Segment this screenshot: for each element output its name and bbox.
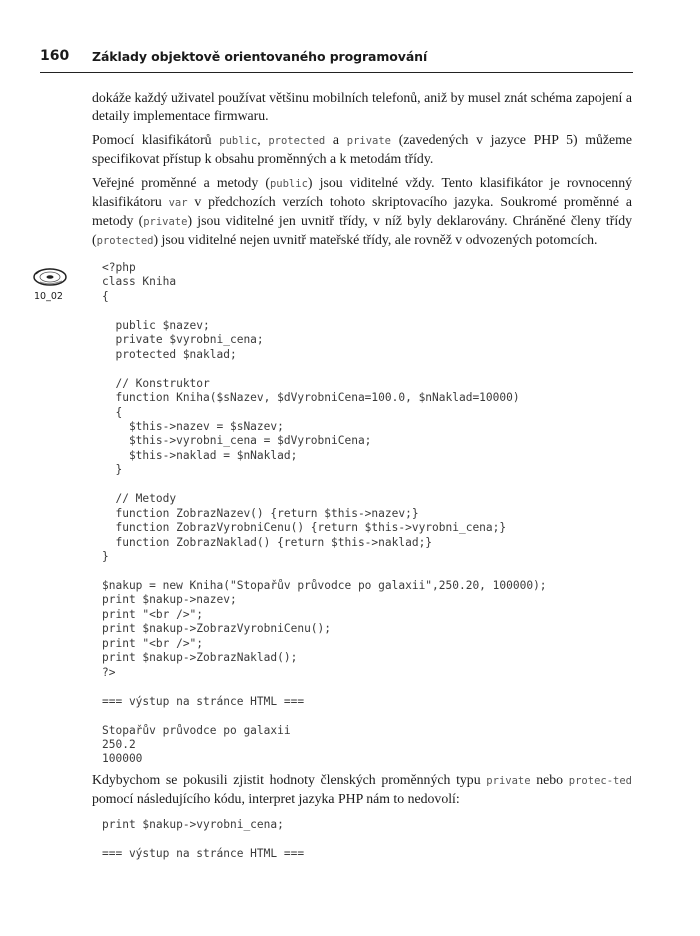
paragraph: Pomocí klasifikátorů public, protected a private (zavedených v jazyce PHP 5) můžeme specifikovat přístup k obsahu proměnných a k metodám třídy. xyxy=(92,132,632,166)
page-number: 160 xyxy=(40,48,70,64)
code-listing: <?php class Kniha { public $nazev; private $vyrobni_cena; protected $naklad; // Konstruktor function Kniha($sNazev, $dVyrobniCena=100.0, $nNaklad=10000) { $this->nazev = $sNazev; $this->vyrobni_cena = $dVyrobniCena; $this->naklad = $nNaklad; } // Metody function ZobrazNazev() {return $this->nazev;} function ZobrazVyrobniCenu() {return $this->vyrobni_cena;} function ZobrazNaklad() {return $this->naklad;} } $nakup = new Kniha("Stopařův průvodce po galaxii",250.20, 100000); print $nakup->nazev; print "<br />"; print $nakup->ZobrazVyrobniCenu(); print "<br />"; print $nakup->ZobrazNaklad(); ?> === výstup na stránce HTML === Stopařův průvodce po galaxii 250.2 100000 xyxy=(102,261,547,766)
page-header xyxy=(40,48,633,73)
page-content xyxy=(92,89,632,861)
listing-label: 10_02 xyxy=(34,291,63,302)
cd-disc-icon xyxy=(32,264,68,290)
paragraph: Kdybychom se pokusili zjistit hodnoty členských proměnných typu private nebo protec-ted pomocí následujícího kódu, interpret jazyka PHP nám to nedovolí: xyxy=(92,771,632,806)
paragraph: Veřejné proměnné a metody (public) jsou viditelné vždy. Tento klasifikátor je rovnocenný klasifikátoru var v předchozích verzích tohoto skriptovacího jazyka. Soukromé proměnné a metody (private) jsou viditelné jen uvnitř třídy, v níž byly deklarovány. Chráněné členy třídy (protected) jsou viditelné nejen uvnitř mateřské třídy, ale rovněž v odvozených potomcích. xyxy=(92,175,633,247)
chapter-title: Základy objektově orientovaného programování xyxy=(92,49,428,64)
code-listing: print $nakup->vyrobni_cena; === výstup na stránce HTML === xyxy=(102,817,305,860)
paragraph: dokáže každý uživatel používat většinu mobilních telefonů, aniž by musel znát schéma zapojení a detaily implementace firmwaru. xyxy=(92,90,632,123)
